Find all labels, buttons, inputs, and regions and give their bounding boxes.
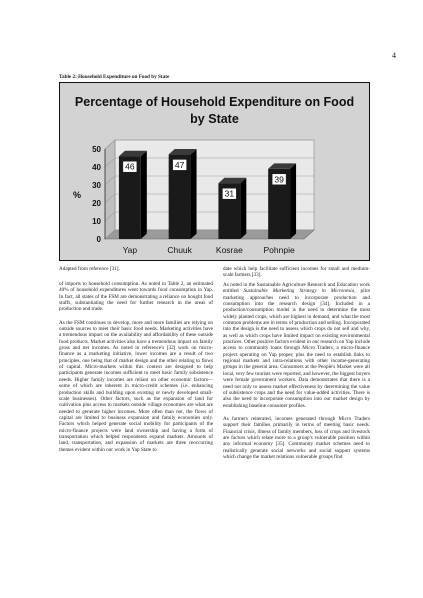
data-label: 47 (174, 159, 185, 170)
x-tick-label: Pohnpie (263, 245, 295, 255)
y-tick-label: 40 (92, 163, 101, 172)
bar-chart (60, 83, 369, 260)
paragraph: of imports to household consumption. As noted in Table 2, an estimated 40% of household expenditures went towards food consumption in Yap. In fact, all states of the FSM are demonstrating a reliance on bought food stuffs, substantiating the need for further research in the areas of production and trade. (59, 281, 213, 313)
y-axis-label: % (72, 190, 82, 200)
text-run: As noted in the Sustainable Agriculture Research and Education work entitled (223, 282, 370, 295)
x-tick-label: Kosrae (215, 245, 243, 255)
x-tick-label: Yap (122, 245, 138, 255)
paragraph: As farmers reiterated, incomes generated through Micro Traders support their families primarily in terms of meeting basic needs. Financial crisis, illness of family members, loss of crops and livestock are factors which relate more to a group's vulnerable position within any informal economy [35]. Community market schemes need to realistically generate social networks and social support systems which change the market relations vulnerable groups find (223, 415, 370, 460)
right-column (223, 282, 370, 467)
y-tick-label: 10 (92, 217, 101, 226)
data-label: 31 (224, 188, 235, 199)
chart-title-line1: Percentage of Household Expenditure on Food (74, 95, 355, 109)
page-number: 4 (392, 51, 396, 60)
data-label: 46 (125, 161, 135, 172)
chart-title-line2: by State (190, 112, 239, 126)
italic-title: Sustainable Marketing Strategy in Micronesia (243, 288, 355, 295)
y-tick-label: 20 (92, 199, 101, 208)
paragraph: date which help facilitate sufficient incomes for small and medium-scale farmers [33]. (223, 266, 370, 279)
chart-side-wall (105, 140, 115, 239)
table-caption: Table 2: Household Expenditure on Food by State (59, 74, 170, 80)
right-column-top-text (223, 266, 370, 279)
y-tick-label: 0 (96, 235, 101, 244)
x-tick-label: Chuuk (167, 245, 192, 255)
bar-side (290, 163, 296, 239)
paragraph: As the FSM continues to develop, more and more families are relying on outside sources to meet their basic food needs. Marketing activities have a tremendous impact on the availability and affordability of these outside food products. Market activities also have a tremendous impact on family gross and net incomes. As noted in reference's [32] work on micro-finance as a marketing initiative, lower incomes are a result of two principles, one being that of market design and the other relating to flows of capital. Micro-markets within this context are designed to help participants generate incomes sufficient to meet basic family subsistence needs. Higher family incomes are reliant on other economic factors—some of which are inherent in micro-credit schemes (i.e. enhancing production skills and building upon existing or newly developed small-scale businesses). Other factors, such as the expansion of land for cultivation plus access to markets outside village economies are what are needed to generate higher incomes. More often than not, the flows of capital are limited to business expansion and family economies only. Factors which helped generate social mobility for participants of the micro-finance projects were land ownership and having a form of transportation which helped respondents expand markets. Amounts of land, transportation, and expansion of markets are three reoccurring themes evident within our work in Yap State to (59, 319, 213, 453)
text-run: , pilot marketing approaches need to incorporate production and consumption into the research design [34]. Included in a production/consumption model is the need to determine the most widely planted crops, which are highest in demand, and what the most common problems are in terms of production and selling. Incorporated into the design is the need to assess which crops do not sell and why, as well as which crops have limited impact on existing environmental practices. Other positive factors evident in our research on Yap include access to community loans through Micro Traders, a micro-finance project operating on Yap proper, plus the need to establish links to regional markets and intra-relations with other income-generating groups in the general area. Consumers at the People's Market were all local, very few tourists were reported, and however, the biggest buyers were female government workers. Data demonstrates that there is a need not only to assess market effectiveness by determining the value of subsistence crops and the need for value-added activities. There is also the need to incorporate consumption into our market design by establishing baseline consumer profiles. (223, 288, 371, 409)
chart-figure (59, 82, 370, 261)
bar-side (191, 149, 197, 239)
paragraph (223, 282, 370, 409)
data-label: 39 (274, 174, 284, 185)
bar-side (240, 178, 246, 239)
left-column (59, 281, 213, 460)
y-tick-label: 30 (92, 181, 101, 190)
source-note: Adapted from reference [31]. (59, 266, 120, 272)
bar-side (141, 151, 147, 239)
y-tick-label: 50 (92, 145, 101, 154)
